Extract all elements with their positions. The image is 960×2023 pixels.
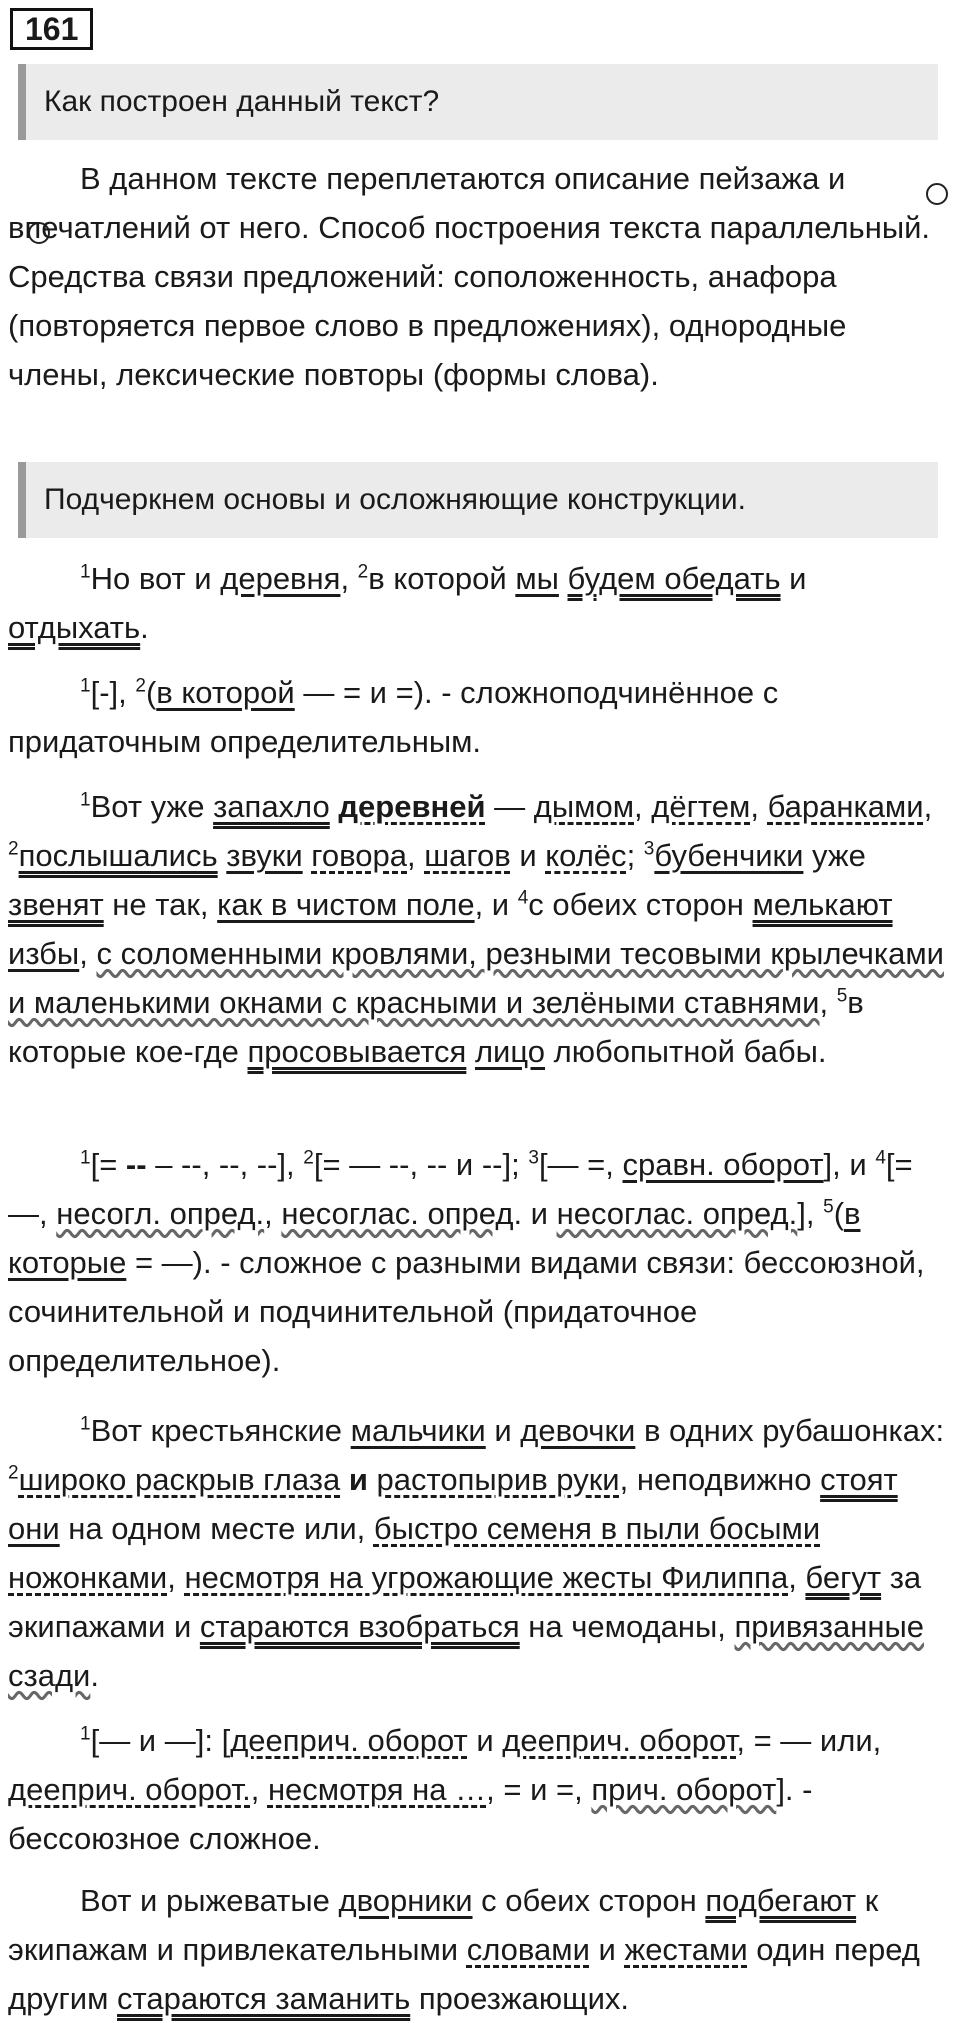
question-header: Подчеркнем основы и осложняющие конструкции. bbox=[18, 462, 938, 538]
question-header: Как построен данный текст? bbox=[18, 64, 938, 140]
sentence-1: $^1$Но вот и деревня, $^2$в которой мы будем обедать и отдыхать. bbox=[8, 561, 807, 645]
sentence-3: $^1$Вот крестьянские мальчики и девочки в одних рубашонках: $^2$широко раскрыв глаза и растопырив руки, неподвижно стоят они на одном месте или, быстро семеня в пыли босыми ножонками, несмотря на угрожающие жесты Филиппа, бегут за экипажами и стараются взобраться на чемоданы, привязанные сзади. bbox=[8, 1413, 945, 1693]
answer-paragraph: В данном тексте переплетаются описание пейзажа и впечатлений от него. Способ построения текста параллельный. Средства связи предложений: соположенность, анафора (повторяется первое слово в предложениях), однородные члены, лексические повторы (формы слова). bbox=[8, 161, 931, 392]
sentence-2: $^1$Вот уже запахло деревней — дымом, дёгтем, баранками, $^2$послышались звуки говора, шагов и колёс; $^3$бубенчики уже звенят не так, как в чистом поле, и $^4$с обеих сторон мелькают избы, с соломенными кровлями, резными тесовыми крылечками и маленькими окнами с красными и зелёными ставнями, $^5$в которые кое-где просовывается лицо любопытной бабы. bbox=[8, 789, 944, 1069]
scheme-3: $^1$[— и —]: [дееприч. оборот и дееприч. оборот, = — или, дееприч. оборот., несмотря на …, = и =, прич. оборот]. - бессоюзное сложное. bbox=[8, 1723, 882, 1856]
task-number-badge: 161 bbox=[10, 8, 93, 50]
scheme-2: $^1$[= -- – --, --, --], $^2$[= — --, -- и --]; $^3$[— =, сравн. оборот], и $^4$[= —, несогл. опред., несоглас. опред. и несоглас. опред.], $^5$(в которые = —). - сложное с разными видами связи: бессоюзной, сочинительной и подчинительной (придаточное определительное). bbox=[8, 1147, 925, 1378]
scheme-1: $^1$[-], $^2$(в которой — = и =). - сложноподчинённое с придаточным определительным. bbox=[8, 675, 779, 759]
sentence-4: Вот и рыжеватые дворники с обеих сторон подбегают к экипажам и привлекательными словами и жестами один перед другим стараются заманить проезжающих. bbox=[8, 1883, 920, 2016]
